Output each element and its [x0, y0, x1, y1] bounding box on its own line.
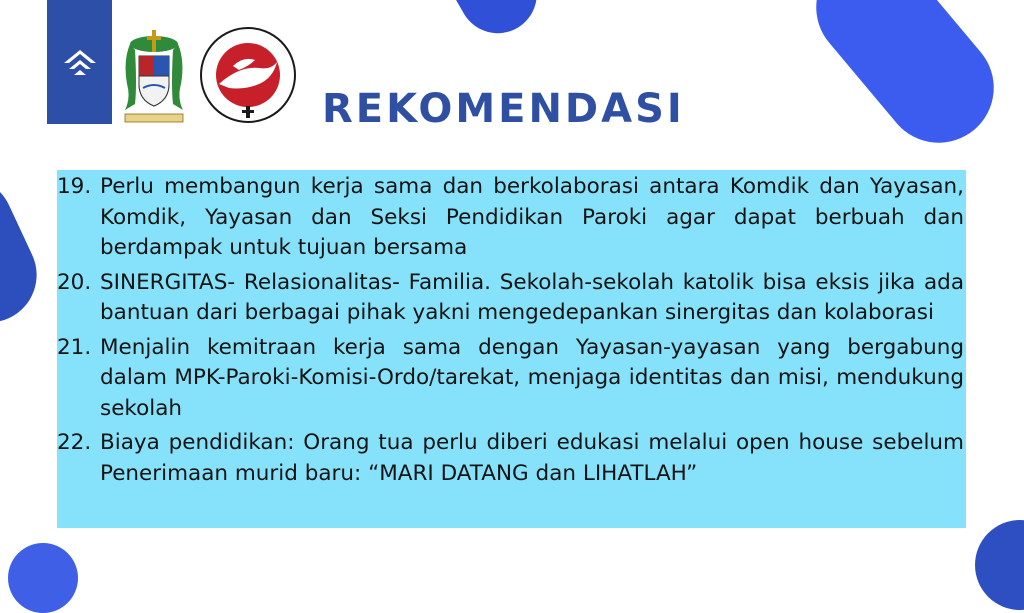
- decorative-circle-bottom-right: [975, 520, 1024, 610]
- decorative-pill-right: [794, 0, 1016, 165]
- item-number: 22.: [57, 430, 92, 455]
- item-number: 20.: [57, 269, 92, 295]
- list-item: [57, 428, 966, 489]
- item-number: 21.: [57, 334, 92, 360]
- item-number: 19.: [57, 174, 92, 199]
- brand-logo-box: [47, 0, 112, 124]
- decorative-pill-top: [431, 0, 551, 47]
- list-item: [57, 172, 966, 264]
- dove-cross-seal-logo: [199, 26, 297, 124]
- list-item: [57, 268, 966, 329]
- item-text: Perlu membangun kerja sama dan berkolaborasi antara Komdik dan Yayasan, Komdik, Yayasan dan Seksi Pendidikan Paroki agar dapat berbuah dan berdampak untuk tujuan bersama: [100, 174, 964, 260]
- recommendations-list: [57, 172, 966, 489]
- list-item: [57, 333, 966, 425]
- item-text: Biaya pendidikan: Orang tua perlu diberi edukasi melalui open house sebelum Penerimaan murid baru: “MARI DATANG dan LIHATLAH”: [100, 430, 964, 486]
- layered-arrow-logo-icon: [60, 47, 100, 77]
- item-text: SINERGITAS- Relasionalitas- Familia. Sekolah-sekolah katolik bisa eksis jika ada bantuan dari berbagai pihak yakni mengedepankan sinergitas dan kolaborasi: [100, 269, 964, 325]
- decorative-pill-left: [0, 162, 52, 338]
- episcopal-crest-logo: [115, 26, 193, 126]
- item-text: Menjalin kemitraan kerja sama dengan Yayasan-yayasan yang bergabung dalam MPK-Paroki-Komisi-Ordo/tarekat, menjaga identitas dan misi, mendukung sekolah: [100, 334, 964, 421]
- decorative-circle-bottom-left: [8, 543, 78, 613]
- page-title: REKOMENDASI: [322, 86, 685, 132]
- recommendations-panel: [57, 170, 966, 528]
